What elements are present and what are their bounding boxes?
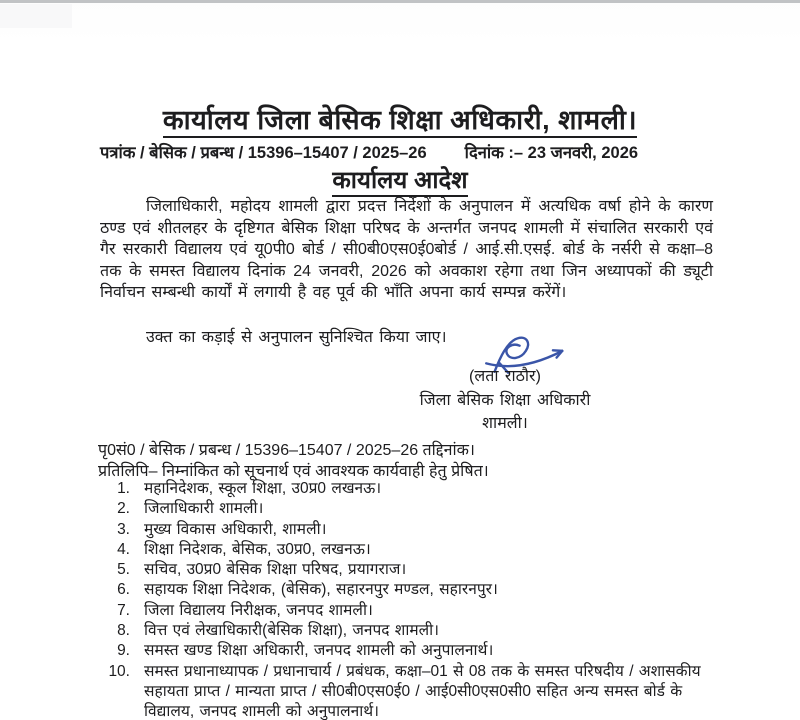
recipient-item-text: समस्त खण्ड शिक्षा अधिकारी, जनपद शामली को अनुपालनार्थ। bbox=[144, 642, 494, 660]
office-title-text: कार्यालय जिला बेसिक शिक्षा अधिकारी, शामली। bbox=[163, 105, 637, 138]
recipient-item-number: 9. bbox=[117, 642, 130, 660]
letter-number: पत्रांक / बेसिक / प्रबन्ध / 15396–15407 / 2025–26 bbox=[100, 144, 427, 162]
recipient-item-text: शिक्षा निदेशक, बेसिक, उ0प्र0, लखनऊ। bbox=[144, 540, 371, 558]
recipient-item-text: महानिदेशक, स्कूल शिक्षा, उ0प्र0 लखनऊ। bbox=[144, 480, 382, 497]
letter-reference-line bbox=[100, 140, 638, 163]
recipient-list-item bbox=[98, 621, 720, 641]
recipient-list-item bbox=[98, 662, 720, 720]
recipient-item-text: जिलाधिकारी शामली। bbox=[144, 500, 264, 518]
compliance-line: उक्त का कड़ाई से अनुपालन सुनिश्चित किया जाए। bbox=[146, 329, 447, 346]
recipient-list-item bbox=[98, 641, 720, 661]
letter-date: दिनांक :– 23 जनवरी, 2026 bbox=[464, 144, 639, 162]
office-title bbox=[0, 100, 800, 137]
recipient-item-number: 1. bbox=[117, 480, 130, 497]
endorsement-reference-line: पृ0सं0 / बेसिक / प्रबन्ध / 15396–15407 / 2025–26 तद्दिनांक। bbox=[98, 442, 475, 459]
recipient-item-number: 8. bbox=[117, 622, 130, 640]
recipient-item-text: वित्त एवं लेखाधिकारी(बेसिक शिक्षा), जनपद शामली। bbox=[144, 622, 440, 640]
recipient-item-text: सचिव, उ0प्र0 बेसिक शिक्षा परिषद, प्रयागराज। bbox=[144, 561, 407, 579]
recipient-item-text: समस्त प्रधानाध्यापक / प्रधानाचार्य / प्रबंधक, कक्षा–01 से 08 तक के समस्त परिषदीय / अशासकीय सहायता प्राप्त / मान्यता प्राप्त / सी0बी0एस0ई0 / आई0सी0एस0सी0 सहित अन्य समस्त बोर्ड के विद्यालय, जनपद शामली को अनुपालनार्थ। bbox=[144, 662, 701, 720]
recipient-list-item bbox=[98, 499, 720, 519]
signature-block bbox=[396, 365, 614, 436]
signatory-designation: जिला बेसिक शिक्षा अधिकारी bbox=[419, 391, 591, 409]
recipient-list bbox=[98, 479, 720, 720]
recipient-list-item bbox=[98, 560, 720, 580]
scan-artifact bbox=[0, 4, 72, 28]
recipient-item-text: जिला विद्यालय निरीक्षक, जनपद शामली। bbox=[144, 601, 373, 619]
order-heading bbox=[0, 163, 800, 196]
recipient-item-number: 10. bbox=[108, 662, 130, 680]
recipient-item-text: सहायक शिक्षा निदेशक, (बेसिक), सहारनपुर मण्डल, सहारनपुर। bbox=[144, 581, 498, 599]
scan-top-edge bbox=[0, 0, 800, 3]
order-heading-text: कार्यालय आदेश bbox=[332, 167, 467, 197]
copy-forwarding-line: प्रतिलिपि– निम्नांकित को सूचनार्थ एवं आवश्यक कार्यवाही हेतु प्रेषित। bbox=[98, 463, 489, 480]
recipient-list-item bbox=[98, 580, 720, 600]
recipient-item-number: 3. bbox=[117, 520, 130, 538]
recipient-item-number: 5. bbox=[117, 561, 130, 579]
recipient-item-number: 4. bbox=[117, 540, 130, 558]
recipient-item-text: मुख्य विकास अधिकारी, शामली। bbox=[144, 520, 327, 538]
recipient-item-number: 7. bbox=[117, 601, 130, 619]
recipient-item-number: 6. bbox=[117, 581, 130, 599]
order-body-paragraph: जिलाधिकारी, महोदय शामली द्वारा प्रदत्त निर्देशों के अनुपालन में अत्यधिक वर्षा होने के कारण ठण्ड एवं शीतलहर के दृष्टिगत बेसिक शिक्षा परिषद के अन्तर्गत जनपद शामली में संचालित सरकारी एवं गैर सरकारी विद्यालय एवं यू0पी0 बोर्ड / सी0बी0एस0ई0बोर्ड / आई.सी.एसई. बोर्ड के नर्सरी से कक्षा–8 तक के समस्त विद्यालय दिनांक 24 जनवरी, 2026 को अवकाश रहेगा तथा जिन अध्यापकों की ड्यूटी निर्वाचन सम्बन्धी कार्यों में लगायी है वह पूर्व की भाँति अपना कार्य सम्पन्न करेंगें। bbox=[100, 198, 713, 301]
recipient-item-number: 2. bbox=[117, 500, 130, 518]
recipient-list-item bbox=[98, 479, 720, 499]
signatory-name: (लता राठौर) bbox=[469, 368, 541, 385]
signatory-place: शामली। bbox=[482, 415, 528, 432]
recipient-list-item bbox=[98, 601, 720, 621]
recipient-list-item bbox=[98, 540, 720, 560]
recipient-list-item bbox=[98, 520, 720, 540]
